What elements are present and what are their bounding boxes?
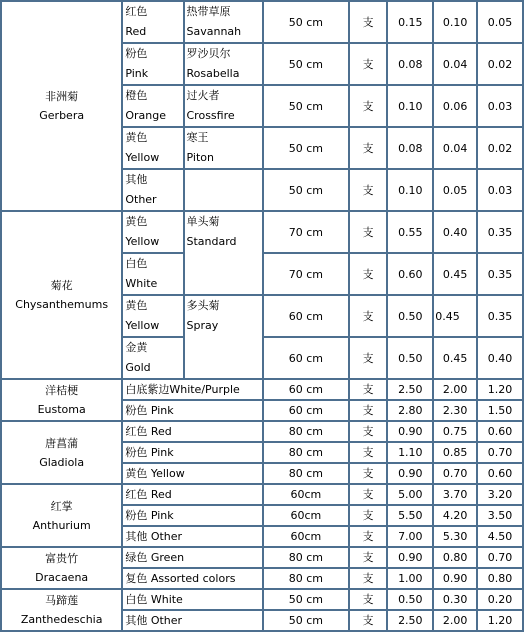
unit-cell: 支 bbox=[350, 212, 387, 252]
price-1-cell: 2.80 bbox=[388, 401, 432, 420]
color-cn: 其他 bbox=[125, 173, 148, 186]
color-en: Gold bbox=[125, 361, 151, 374]
price-2-cell: 0.06 bbox=[434, 86, 476, 126]
flower-name-cn: 马蹄莲 bbox=[45, 594, 79, 607]
variety-cell bbox=[185, 212, 263, 294]
flower-name-cell bbox=[2, 548, 121, 588]
variety-cn: 过火者 bbox=[186, 89, 220, 102]
variety-cell bbox=[185, 86, 263, 126]
price-2-cell: 0.05 bbox=[434, 170, 476, 210]
length-cell: 60cm bbox=[264, 527, 348, 546]
price-3-cell: 3.20 bbox=[478, 485, 522, 504]
variety-cn: 罗沙贝尔 bbox=[186, 47, 231, 60]
color-en: Orange bbox=[125, 109, 166, 122]
flower-name-cell bbox=[2, 422, 121, 483]
color-cell: 复色 Assorted colors bbox=[123, 569, 262, 588]
price-1-cell: 0.50 bbox=[388, 296, 432, 336]
table-row bbox=[2, 2, 522, 42]
unit-cell: 支 bbox=[350, 44, 387, 84]
price-2-cell: 0.45 bbox=[434, 254, 476, 294]
color-cn: 黄色 bbox=[125, 215, 148, 228]
price-3-cell: 0.60 bbox=[478, 464, 522, 483]
flower-name-cell bbox=[2, 212, 121, 378]
color-cell: 粉色 Pink bbox=[123, 443, 262, 462]
length-cell: 60 cm bbox=[264, 338, 348, 378]
variety-cn: 单头菊 bbox=[186, 215, 220, 228]
price-1-cell: 0.50 bbox=[388, 338, 432, 378]
price-3-cell: 0.60 bbox=[478, 422, 522, 441]
price-1-cell: 1.10 bbox=[388, 443, 432, 462]
price-1-cell: 0.50 bbox=[388, 590, 432, 609]
length-cell: 60cm bbox=[264, 506, 348, 525]
variety-cn: 寒王 bbox=[186, 131, 209, 144]
price-1-cell: 5.00 bbox=[388, 485, 432, 504]
price-2-cell: 0.75 bbox=[434, 422, 476, 441]
unit-cell: 支 bbox=[350, 548, 387, 567]
unit-cell: 支 bbox=[350, 254, 387, 294]
length-cell: 50 cm bbox=[264, 611, 348, 630]
color-cn: 金黄 bbox=[125, 341, 148, 354]
flower-name-en: Eustoma bbox=[37, 403, 86, 416]
color-cell bbox=[123, 86, 182, 126]
color-en: Red bbox=[125, 25, 147, 38]
unit-cell: 支 bbox=[350, 527, 387, 546]
price-1-cell: 0.08 bbox=[388, 44, 432, 84]
flower-name-cn: 唐菖蒲 bbox=[45, 436, 79, 450]
color-cell bbox=[123, 254, 182, 294]
color-cell bbox=[123, 212, 182, 252]
color-cell: 绿色 Green bbox=[123, 548, 262, 567]
flower-name-cn: 菊花 bbox=[50, 279, 73, 292]
color-cell bbox=[123, 338, 182, 378]
price-2-cell: 0.45 bbox=[434, 296, 476, 336]
price-3-cell: 0.20 bbox=[478, 590, 522, 609]
price-3-cell: 0.05 bbox=[478, 2, 522, 42]
flower-name-en: Zanthedeschia bbox=[20, 613, 103, 626]
unit-cell: 支 bbox=[350, 338, 387, 378]
color-en: Yellow bbox=[125, 319, 160, 332]
color-cn: 白色 bbox=[125, 257, 148, 270]
variety-cn: 多头菊 bbox=[186, 299, 220, 312]
length-cell: 80 cm bbox=[264, 569, 348, 588]
color-cell: 粉色 Pink bbox=[123, 401, 262, 420]
price-3-cell: 0.35 bbox=[478, 254, 522, 294]
flower-name-cell bbox=[2, 2, 121, 210]
color-cell bbox=[123, 44, 182, 84]
length-cell: 50 cm bbox=[264, 44, 348, 84]
price-2-cell: 0.40 bbox=[434, 212, 476, 252]
price-2-cell: 2.00 bbox=[434, 611, 476, 630]
length-cell: 50 cm bbox=[264, 128, 348, 168]
flower-name-cn: 富贵竹 bbox=[45, 552, 79, 565]
length-cell: 80 cm bbox=[264, 422, 348, 441]
unit-cell: 支 bbox=[350, 86, 387, 126]
price-1-cell: 2.50 bbox=[388, 380, 432, 399]
color-cn: 黄色 bbox=[125, 299, 148, 312]
color-en: Yellow bbox=[125, 235, 160, 248]
unit-cell: 支 bbox=[350, 464, 387, 483]
table-row bbox=[2, 590, 522, 609]
color-cell bbox=[123, 296, 182, 336]
color-cell: 红色 Red bbox=[123, 422, 262, 441]
price-2-cell: 0.30 bbox=[434, 590, 476, 609]
price-3-cell: 0.70 bbox=[478, 548, 522, 567]
flower-name-en: Gladiola bbox=[39, 455, 85, 469]
price-3-cell: 4.50 bbox=[478, 527, 522, 546]
color-cn: 黄色 bbox=[125, 131, 148, 144]
color-cn: 红色 bbox=[125, 5, 148, 18]
color-cell: 其他 Other bbox=[123, 527, 262, 546]
color-cell: 白色 White bbox=[123, 590, 262, 609]
color-en: Other bbox=[125, 193, 157, 206]
table-row bbox=[2, 485, 522, 504]
variety-cn: 热带草原 bbox=[186, 5, 231, 18]
price-3-cell: 0.80 bbox=[478, 569, 522, 588]
flower-name-en: Gerbera bbox=[39, 109, 85, 122]
table-row bbox=[2, 422, 522, 441]
variety-en: Spray bbox=[186, 319, 219, 332]
price-1-cell: 5.50 bbox=[388, 506, 432, 525]
length-cell: 60 cm bbox=[264, 296, 348, 336]
length-cell: 70 cm bbox=[264, 254, 348, 294]
price-2-cell: 2.30 bbox=[434, 401, 476, 420]
length-cell: 80 cm bbox=[264, 464, 348, 483]
price-3-cell: 1.20 bbox=[478, 611, 522, 630]
color-cell: 白底紫边White/Purple bbox=[123, 380, 262, 399]
price-1-cell: 0.08 bbox=[388, 128, 432, 168]
unit-cell: 支 bbox=[350, 401, 387, 420]
variety-en: Standard bbox=[186, 235, 237, 248]
variety-en: Savannah bbox=[186, 25, 242, 38]
price-3-cell: 0.02 bbox=[478, 44, 522, 84]
unit-cell: 支 bbox=[350, 170, 387, 210]
price-3-cell: 1.50 bbox=[478, 401, 522, 420]
flower-name-cell bbox=[2, 590, 121, 630]
unit-cell: 支 bbox=[350, 485, 387, 504]
price-1-cell: 0.90 bbox=[388, 548, 432, 567]
table-row bbox=[2, 548, 522, 567]
unit-cell: 支 bbox=[350, 443, 387, 462]
unit-cell: 支 bbox=[350, 2, 387, 42]
table-row bbox=[2, 380, 522, 399]
unit-cell: 支 bbox=[350, 590, 387, 609]
price-3-cell: 0.03 bbox=[478, 86, 522, 126]
color-cell bbox=[123, 170, 182, 210]
length-cell: 50 cm bbox=[264, 590, 348, 609]
variety-cell bbox=[185, 128, 263, 168]
price-1-cell: 0.55 bbox=[388, 212, 432, 252]
price-2-cell: 0.90 bbox=[434, 569, 476, 588]
flower-name-cell bbox=[2, 485, 121, 546]
color-cell: 其他 Other bbox=[123, 611, 262, 630]
length-cell: 60 cm bbox=[264, 380, 348, 399]
price-2-cell: 0.45 bbox=[434, 338, 476, 378]
flower-name-cn: 洋桔梗 bbox=[45, 384, 79, 397]
price-3-cell: 0.40 bbox=[478, 338, 522, 378]
color-en: White bbox=[125, 277, 158, 290]
price-1-cell: 0.10 bbox=[388, 86, 432, 126]
flower-name-en: Anthurium bbox=[32, 518, 91, 532]
variety-en: Rosabella bbox=[186, 67, 240, 80]
variety-en: Crossfire bbox=[186, 109, 235, 122]
flower-name-en: Dracaena bbox=[35, 571, 89, 584]
price-1-cell: 7.00 bbox=[388, 527, 432, 546]
length-cell: 50 cm bbox=[264, 170, 348, 210]
unit-cell: 支 bbox=[350, 506, 387, 525]
table-row bbox=[2, 212, 522, 252]
price-3-cell: 0.02 bbox=[478, 128, 522, 168]
price-1-cell: 1.00 bbox=[388, 569, 432, 588]
price-2-cell: 0.10 bbox=[434, 2, 476, 42]
variety-cell bbox=[185, 296, 263, 378]
flower-name-cell bbox=[2, 380, 121, 420]
price-2-cell: 3.70 bbox=[434, 485, 476, 504]
price-2-cell: 5.30 bbox=[434, 527, 476, 546]
price-1-cell: 0.10 bbox=[388, 170, 432, 210]
unit-cell: 支 bbox=[350, 128, 387, 168]
price-2-cell: 0.70 bbox=[434, 464, 476, 483]
unit-cell: 支 bbox=[350, 611, 387, 630]
flower-name-cn: 非洲菊 bbox=[45, 90, 79, 103]
color-en: Yellow bbox=[125, 151, 160, 164]
price-2-cell: 0.04 bbox=[434, 128, 476, 168]
variety-cell bbox=[185, 2, 263, 42]
price-1-cell: 0.60 bbox=[388, 254, 432, 294]
price-3-cell: 0.35 bbox=[478, 296, 522, 336]
price-1-cell: 2.50 bbox=[388, 611, 432, 630]
price-3-cell: 0.35 bbox=[478, 212, 522, 252]
length-cell: 60 cm bbox=[264, 401, 348, 420]
unit-cell: 支 bbox=[350, 380, 387, 399]
color-en: Pink bbox=[125, 67, 149, 80]
price-3-cell: 0.03 bbox=[478, 170, 522, 210]
unit-cell: 支 bbox=[350, 569, 387, 588]
variety-cell bbox=[185, 44, 263, 84]
unit-cell: 支 bbox=[350, 422, 387, 441]
length-cell: 80 cm bbox=[264, 548, 348, 567]
price-3-cell: 0.70 bbox=[478, 443, 522, 462]
length-cell: 50 cm bbox=[264, 2, 348, 42]
length-cell: 70 cm bbox=[264, 212, 348, 252]
price-2-cell: 2.00 bbox=[434, 380, 476, 399]
price-3-cell: 1.20 bbox=[478, 380, 522, 399]
length-cell: 60cm bbox=[264, 485, 348, 504]
color-cell: 红色 Red bbox=[123, 485, 262, 504]
length-cell: 50 cm bbox=[264, 86, 348, 126]
price-2-cell: 4.20 bbox=[434, 506, 476, 525]
flower-name-en: Chysanthemums bbox=[15, 298, 109, 311]
color-cell: 黄色 Yellow bbox=[123, 464, 262, 483]
price-3-cell: 3.50 bbox=[478, 506, 522, 525]
color-cell: 粉色 Pink bbox=[123, 506, 262, 525]
color-cn: 橙色 bbox=[125, 89, 148, 102]
flower-name-cn: 红掌 bbox=[50, 499, 73, 513]
price-1-cell: 0.90 bbox=[388, 464, 432, 483]
color-cell bbox=[123, 2, 182, 42]
price-2-cell: 0.85 bbox=[434, 443, 476, 462]
price-1-cell: 0.15 bbox=[388, 2, 432, 42]
price-2-cell: 0.04 bbox=[434, 44, 476, 84]
length-cell: 80 cm bbox=[264, 443, 348, 462]
unit-cell: 支 bbox=[350, 296, 387, 336]
variety-en: Piton bbox=[186, 151, 214, 164]
price-2-cell: 0.80 bbox=[434, 548, 476, 567]
color-cell bbox=[123, 128, 182, 168]
variety-cell bbox=[185, 170, 263, 210]
price-1-cell: 0.90 bbox=[388, 422, 432, 441]
color-cn: 粉色 bbox=[125, 47, 148, 60]
